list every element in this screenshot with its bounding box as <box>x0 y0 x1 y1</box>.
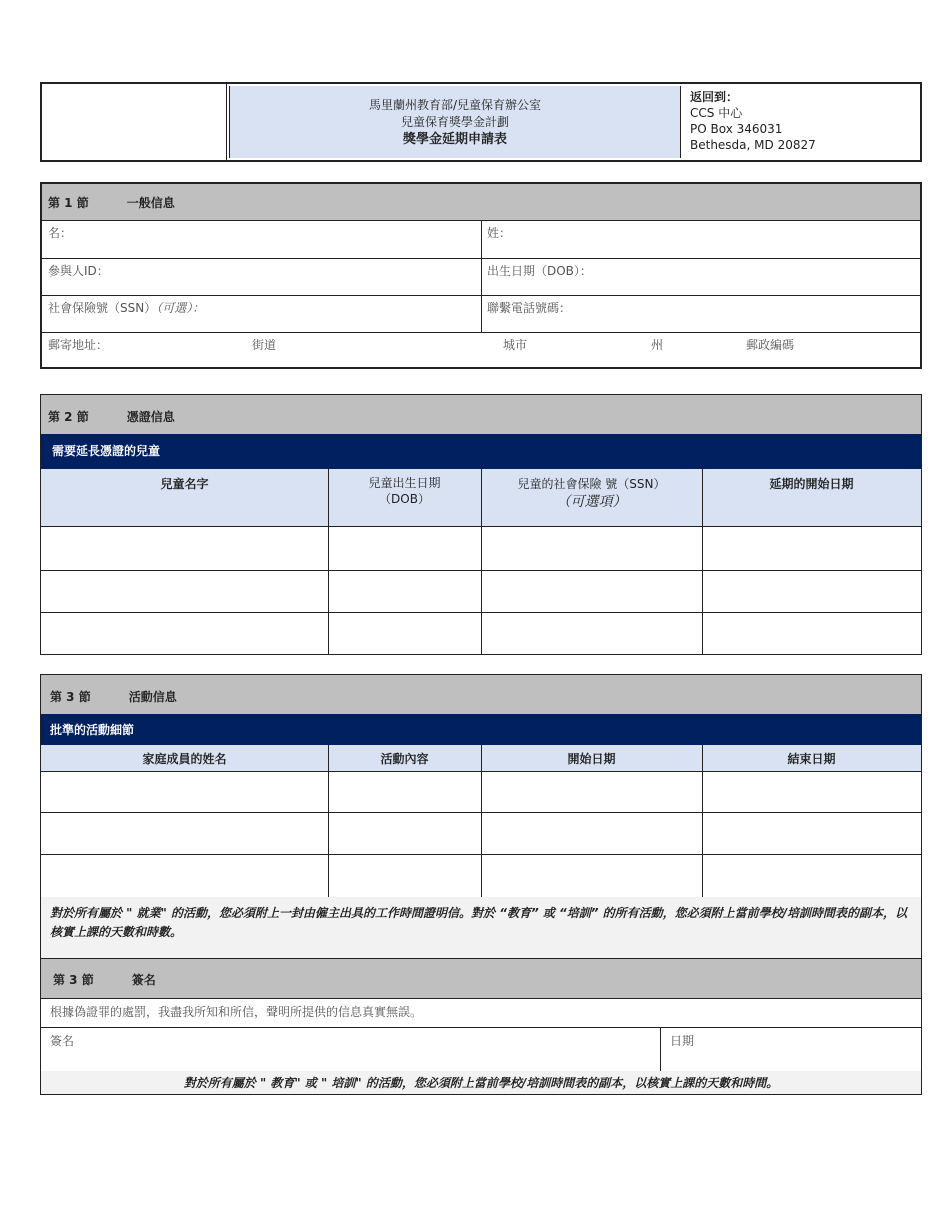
col-child-dob <box>328 475 481 507</box>
declaration-row <box>41 998 921 1027</box>
header-program: 兒童保育獎學金計劃 <box>400 114 509 129</box>
return-address <box>683 84 920 160</box>
ssn-label <box>48 299 204 316</box>
footer-note-block <box>41 1071 921 1094</box>
return-label: 返回到： <box>690 90 739 104</box>
last-name-label: 姓： <box>487 226 512 240</box>
col-child-dob-line2: （DOB） <box>379 492 430 506</box>
participant-id-label: 參與人ID： <box>48 264 109 278</box>
col-child-ssn <box>481 475 702 511</box>
col-end-date: 結束日期 <box>787 752 836 766</box>
return-line: PO Box 346031 <box>690 122 783 136</box>
col-activity: 活動內容 <box>380 752 429 766</box>
col-family-member: 家庭成員的姓名 <box>142 752 227 766</box>
phone-label: 聯繫電話號碼： <box>487 301 572 315</box>
header-agency: 馬里蘭州教育部/兒童保育辦公室 <box>368 97 542 112</box>
col-child-name: 兒童名字 <box>160 477 209 491</box>
section-4-title: 簽名 <box>131 973 156 987</box>
section-1 <box>40 182 922 369</box>
street-label: 街道 <box>252 338 277 352</box>
ssn-label-text: 社會保險號（SSN） <box>48 301 157 315</box>
signature-label: 簽名 <box>50 1034 75 1048</box>
section-1-number: 第 1 節 <box>48 196 89 210</box>
table-row[interactable] <box>41 813 921 855</box>
ssn-optional: （可選）： <box>156 301 205 315</box>
date-label: 日期 <box>670 1034 695 1048</box>
dob-label: 出生日期（DOB）： <box>487 264 592 278</box>
table-row[interactable] <box>41 855 921 897</box>
col-child-ssn-line1: 兒童的社會保險 號（SSN） <box>517 477 666 491</box>
section-2-header <box>41 395 921 434</box>
section-4-header <box>41 958 921 998</box>
logo-area <box>42 84 227 160</box>
table-row[interactable] <box>41 527 921 571</box>
city-label: 城市 <box>503 338 528 352</box>
section-1-header <box>42 184 920 220</box>
section-3 <box>40 674 922 1095</box>
section-3-number: 第 3 節 <box>50 690 91 704</box>
col-child-ssn-line2: （可選項） <box>556 494 627 510</box>
first-name-label: 名： <box>48 226 73 240</box>
section-2-subheader: 需要延長憑證的兒童 <box>41 434 921 469</box>
form-header <box>40 82 922 162</box>
participant-id-field[interactable] <box>42 258 482 296</box>
activity-note: 對於所有屬於 " 就業" 的活動，您必須附上一封由僱主出具的工作時間證明信。對於 “教育” 或 “培訓” 的所有活動，您必須附上當前學校/培訓時間表的副本，以核實上課的天數和時數。 <box>50 906 908 939</box>
table-row[interactable] <box>41 613 921 654</box>
first-name-field[interactable] <box>42 220 482 259</box>
state-label: 州 <box>651 338 664 352</box>
form-title: 獎學金延期申請表 <box>402 131 507 147</box>
footer-note: 對於所有屬於 " 教育" 或 " 培訓" 的活動，您必須附上當前學校/培訓時間表的副本，以核實上課的天數和時間。 <box>183 1076 779 1090</box>
mailing-label: 郵寄地址： <box>48 338 109 352</box>
dob-field[interactable] <box>481 258 920 296</box>
mailing-address-field[interactable] <box>42 332 920 367</box>
section-2-title: 憑證信息 <box>126 410 175 424</box>
signature-field[interactable] <box>41 1027 661 1071</box>
table-row[interactable] <box>41 571 921 613</box>
date-field[interactable] <box>661 1027 921 1071</box>
phone-field[interactable] <box>481 295 920 333</box>
return-line: Bethesda, MD 20827 <box>690 138 816 152</box>
zip-label: 郵政編碼 <box>746 338 795 352</box>
last-name-field[interactable] <box>481 220 920 259</box>
section-2-number: 第 2 節 <box>48 410 89 424</box>
col-start-date: 開始日期 <box>567 752 616 766</box>
ssn-field[interactable] <box>42 295 482 333</box>
section-4-number: 第 3 節 <box>53 973 94 987</box>
section-1-title: 一般信息 <box>126 196 175 210</box>
activity-note-block <box>41 897 921 958</box>
return-line: CCS 中心 <box>690 106 743 120</box>
header-title-block <box>229 86 681 158</box>
col-child-dob-line1: 兒童出生日期 <box>368 476 441 490</box>
col-extension-start: 延期的開始日期 <box>769 477 854 491</box>
section-3-title: 活動信息 <box>128 690 177 704</box>
table-row[interactable] <box>41 772 921 813</box>
section-3-header <box>41 675 921 714</box>
section-2 <box>40 394 922 655</box>
section-3-subheader: 批準的活動細節 <box>41 714 921 745</box>
declaration-text: 根據偽證罪的處罰，我盡我所知和所信，聲明所提供的信息真實無誤。 <box>50 1005 423 1019</box>
